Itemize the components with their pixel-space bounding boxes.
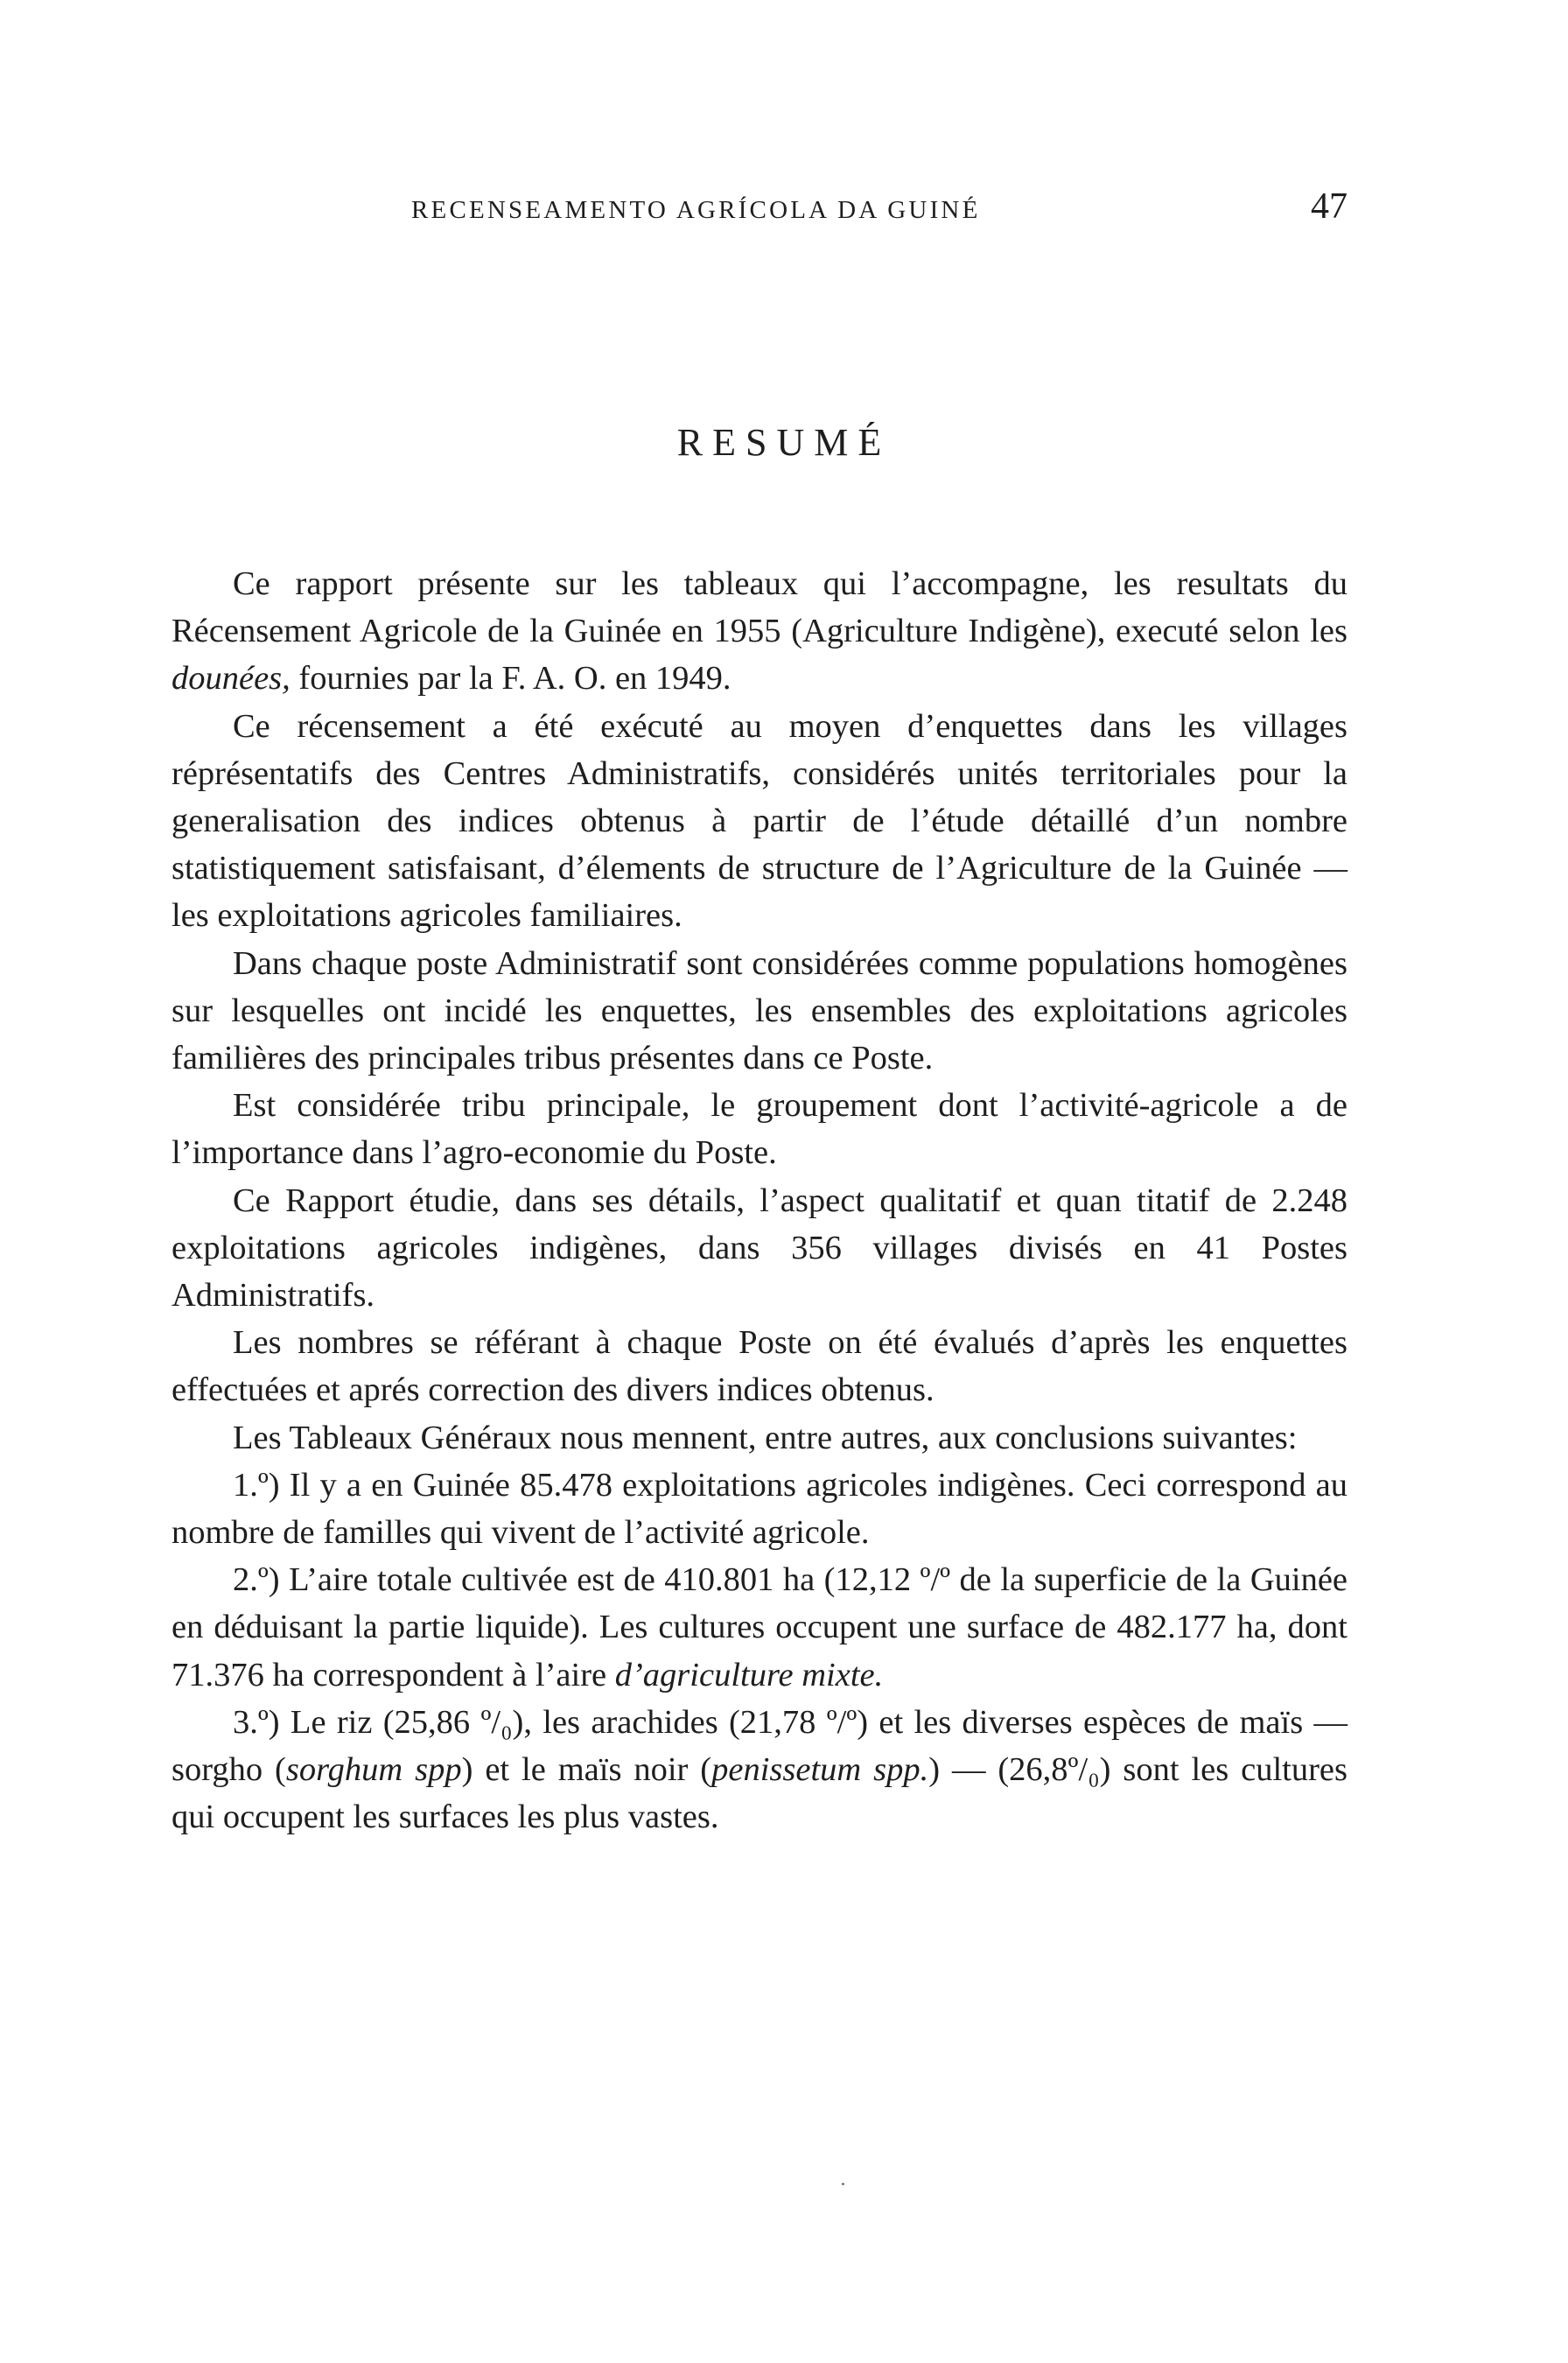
italic-term: dounées, <box>172 660 290 698</box>
italic-term: penissetum spp. <box>711 1751 929 1789</box>
italic-term: sorghum spp <box>285 1751 462 1789</box>
paragraph: Ce récensement a été exécuté au moyen d’enquettes dans les villages réprésentatifs des Centres Administratifs, considérés unités territoriales pour la generalisation des indices obtenus à partir de l’étude détaillé d’un nombre statistiquement satisfaisant, d’élements de structure de l’Agriculture de la Guinée — les exploitations agricoles familiaires. <box>172 707 1348 935</box>
paragraph: Est considérée tribu principale, le groupement dont l’activité-agricole a de l’importance dans l’agro-economie du Poste. <box>172 1087 1348 1172</box>
page-number: 47 <box>1311 186 1348 227</box>
page-header <box>175 186 1348 238</box>
running-head: RECENSEAMENTO AGRÍCOLA DA GUINÉ <box>411 196 981 224</box>
paragraph: Ce rapport présente sur les tableaux qui l’accompagne, les resultats du Récensement Agricole de la Guinée en 1955 (Agriculture Indigène), executé selon les dounées, fournies par la F. A. O. en 1949. <box>172 565 1348 698</box>
paragraph: Les Tableaux Généraux nous mennent, entre autres, aux conclusions suivantes: <box>233 1419 1298 1456</box>
body-text <box>172 560 1348 1841</box>
paragraph: 1.º) Il y a en Guinée 85.478 exploitations agricoles indigènes. Ceci correspond au nombre de familles qui vivent de l’activité agricole. <box>172 1466 1348 1552</box>
paragraph: Ce Rapport étudie, dans ses détails, l’aspect qualitatif et quan titatif de 2.248 exploitations agricoles indigènes, dans 356 villages divisés en 41 Postes Administratifs. <box>172 1182 1348 1315</box>
section-title: RESUMÉ <box>676 421 892 464</box>
paragraph: Les nombres se référant à chaque Poste on été évalués d’après les enquettes effectuées et aprés correction des divers indices obtenus. <box>172 1324 1348 1409</box>
footer-mark <box>842 2183 844 2185</box>
paragraph: Dans chaque poste Administratif sont considérées comme populations homogènes sur lesquelles ont incidé les enquettes, les ensembles des exploitations agricoles familières des principales tribus présentes dans ce Poste. <box>172 944 1348 1077</box>
paragraph: 3.º) Le riz (25,86 º/₀), les arachides (21,78 º/º) et les diverses espèces de maïs — sorgho (sorghum spp) et le maïs noir (penissetum spp.) — (26,8º/₀) sont les cultures qui occupent les surfaces les plus vastes. <box>172 1703 1348 1836</box>
paragraph: 2.º) L’aire totale cultivée est de 410.801 ha (12,12 º/º de la superficie de la Guinée en déduisant la partie liquide). Les cultures occupent une surface de 482.177 ha, dont 71.376 ha correspondent à l’aire d’agriculture mixte. <box>172 1561 1348 1693</box>
italic-term: d’agriculture mixte. <box>614 1656 884 1693</box>
